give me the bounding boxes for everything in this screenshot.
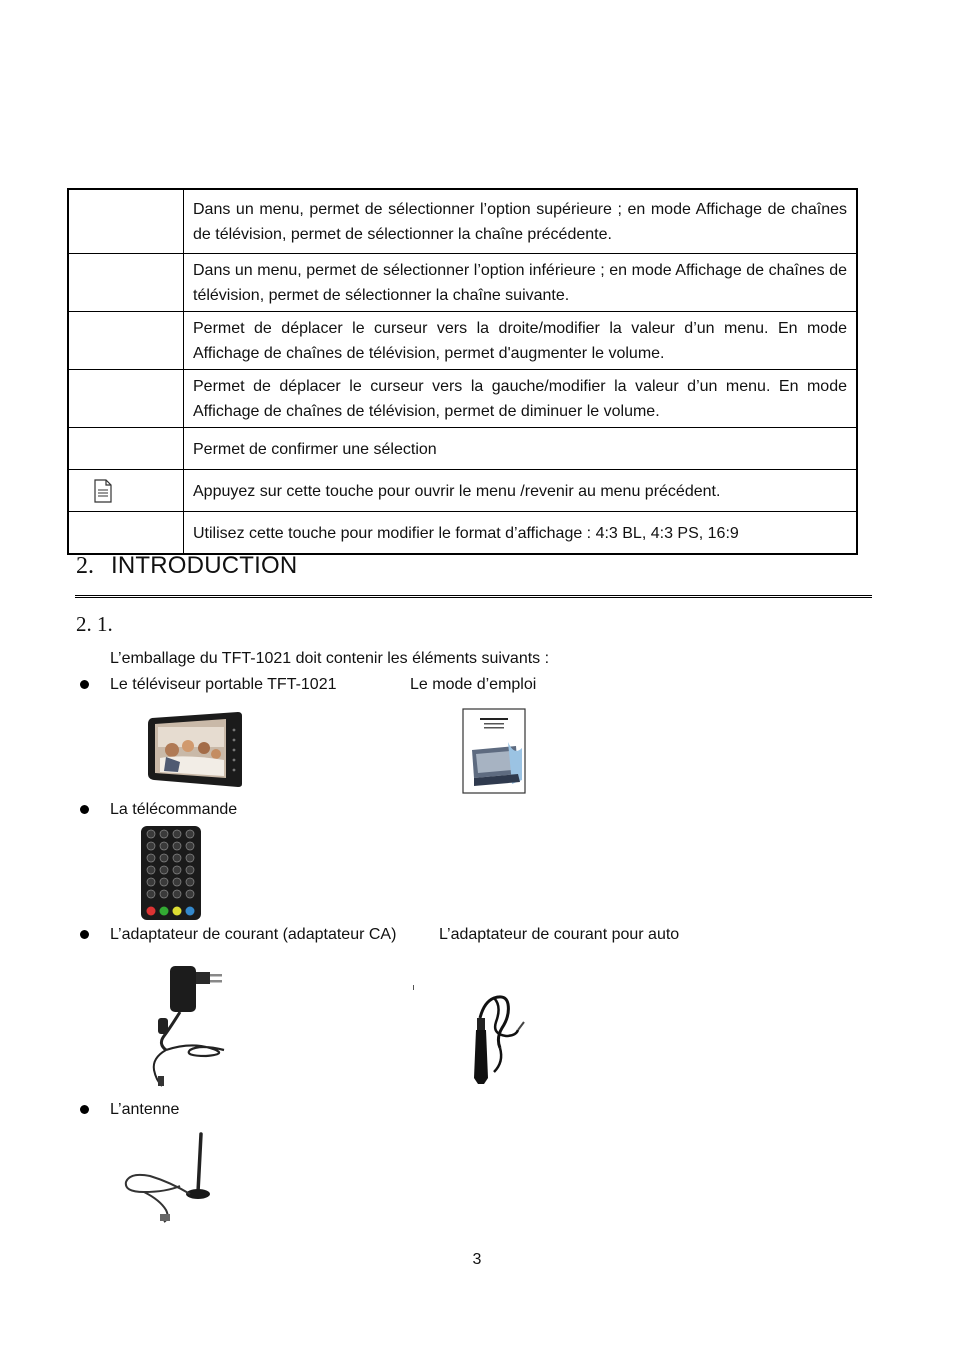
item-car-adapter-label: L’adaptateur de courant pour auto	[439, 926, 680, 943]
subsection-number: 2. 1.	[76, 612, 113, 636]
page-number: 3	[472, 1251, 482, 1268]
item-remote-label: La télécommande	[110, 801, 238, 818]
key-cell	[68, 189, 184, 254]
key-description: Permet de déplacer le curseur vers la droite/modifier la valeur d’un menu. En mode Affichage de chaînes de télévision, permet d'augmenter le volume.	[184, 312, 858, 370]
heading-rule	[75, 595, 872, 598]
bullet-dot	[80, 805, 89, 814]
table-row	[68, 428, 857, 470]
item-manual-label: Le mode d’emploi	[410, 676, 537, 693]
menu-document-icon	[93, 479, 113, 503]
key-description: Permet de confirmer une sélection	[184, 428, 858, 470]
key-cell	[68, 428, 184, 470]
portable-tv-image	[146, 710, 244, 788]
table-row	[68, 189, 857, 254]
key-description: Dans un menu, permet de sélectionner l’option supérieure ; en mode Affichage de chaînes de télévision, permet de sélectionner la chaîne précédente.	[184, 189, 858, 254]
table-row	[68, 370, 857, 428]
key-cell	[68, 370, 184, 428]
item-tv-label: Le téléviseur portable TFT-1021	[110, 676, 337, 693]
item-antenna-label: L’antenne	[110, 1101, 180, 1118]
intro-text: L’emballage du TFT-1021 doit contenir les éléments suivants :	[110, 650, 550, 667]
key-cell	[68, 254, 184, 312]
key-description: Utilisez cette touche pour modifier le format d’affichage : 4:3 BL, 4:3 PS, 16:9	[184, 512, 858, 555]
table-row	[68, 254, 857, 312]
table-row	[68, 470, 857, 512]
key-description: Dans un menu, permet de sélectionner l’option inférieure ; en mode Affichage de chaînes de télévision, permet de sélectionner la chaîne suivante.	[184, 254, 858, 312]
key-cell	[68, 470, 184, 512]
user-manual-image	[462, 708, 526, 794]
key-cell	[68, 312, 184, 370]
section-number: 2.	[76, 553, 94, 579]
key-description: Appuyez sur cette touche pour ouvrir le menu /revenir au menu précédent.	[184, 470, 858, 512]
antenna-image	[120, 1130, 220, 1225]
key-description: Permet de déplacer le curseur vers la gauche/modifier la valeur d’un menu. En mode Affichage de chaînes de télévision, permet de diminuer le volume.	[184, 370, 858, 428]
car-adapter-image	[466, 992, 526, 1086]
ac-adapter-image	[140, 958, 236, 1088]
remote-control-image	[140, 825, 202, 921]
section-title: INTRODUCTION	[111, 552, 298, 579]
stray-mark	[413, 985, 414, 990]
table-row	[68, 312, 857, 370]
bullet-dot	[80, 1105, 89, 1114]
section-heading	[76, 552, 297, 580]
key-function-table	[67, 188, 858, 555]
bullet-dot	[80, 930, 89, 939]
table-row	[68, 512, 857, 555]
item-ac-adapter-label: L’adaptateur de courant (adaptateur CA)	[110, 926, 397, 943]
key-cell	[68, 512, 184, 555]
bullet-dot	[80, 680, 89, 689]
